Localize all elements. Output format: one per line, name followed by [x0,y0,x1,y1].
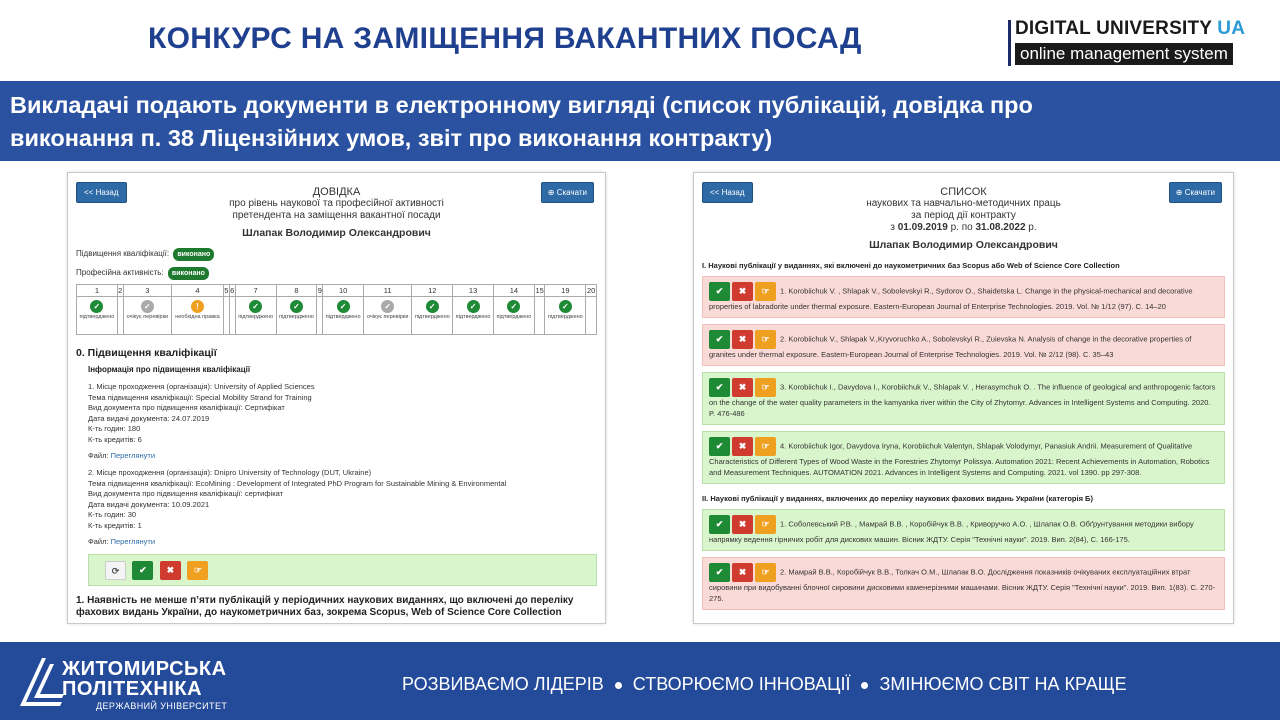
grid-header-cell: 8 [276,285,317,297]
check-icon: ✓ [426,300,439,313]
person-name: Шлапак Володимир Олександрович [869,239,1058,251]
section-subtitle: Інформація про підвищення кваліфікації [88,365,251,374]
publication-text: 1. Соболевський Р.В. , Мамрай В.В. , Коробійчук В.В. , Криворучко А.О. , Шлапак О.В. Обґрунтування методики вибору напрямку ведення гірничих робіт для дискових машин. Вісник ЖДТУ. Серія "Технічні науки". 2019. Вип. 2(84), С. 166-175. [709,519,1194,544]
banner-line-2: виконання п. 38 Ліцензійних умов, звіт про виконання контракту) [10,125,773,151]
entry-line: К-ть кредитів: 1 [88,520,142,530]
forward-button[interactable]: ☞ [755,378,776,397]
grid-status-label: підтверджено [414,314,450,320]
approve-button[interactable]: ✔ [709,378,730,397]
entry-line: 1. Місце проходження (організація): University of Applied Sciences [88,382,315,391]
grid-header-cell: 13 [453,285,494,297]
grid-status-label: підтверджено [238,314,274,320]
publication-text: 2. Korobiichuk V., Shlapak V.,Kryvoruchko A., Sobolevskyi R., Zuievska N. Analysis of change in the decorative properties of granites under thermal exposure. Eastern-European Journal of Enterprise Technologies. 2019. Vol. № 2/12 (98). С. 35–43 [709,334,1192,359]
reject-button[interactable]: ✖ [732,515,753,534]
grid-status-cell[interactable] [235,297,276,335]
grid-header-cell: 10 [323,285,364,297]
bullet-icon [861,682,868,689]
professional-activity-badge: виконано [168,267,209,280]
check-icon: ✓ [249,300,262,313]
view-file-link[interactable]: Переглянути [110,537,156,546]
banner [0,81,1280,161]
file-row [88,451,597,460]
reject-button[interactable]: ✖ [160,561,181,580]
publication-item [702,324,1225,366]
criteria-grid-header [77,285,597,297]
grid-status-cell[interactable] [172,297,224,335]
contract-period [702,222,1225,234]
grid-header-cell: 6 [230,286,235,295]
grid-status-cell [586,297,597,335]
grid-status-cell[interactable] [364,297,412,335]
publication-text: 3. Korobiichuk I., Davydova I., Korobiichuk V., Shlapak V. , Herasymchuk O. . The influence of geological and anthropogenic factors on the change of the water quality parameters in the kamyanka river within the City of Zhytomyr. Advances in Intelligent Systems and Computing. 2020. P. 476-486 [709,382,1216,418]
entry-line: Вид документа про підвищення кваліфікації: Сертифікат [88,403,285,412]
grid-status-cell[interactable] [323,297,364,335]
grid-status-cell[interactable] [545,297,586,335]
document-title: СПИСОК [940,186,987,198]
check-icon: ✓ [90,300,103,313]
grid-status-label: очікує перевірки [126,314,169,320]
publication-actions [709,382,778,391]
publications-list-scroll[interactable] [702,181,1225,623]
professional-activity-label: Професійна активність: [76,268,164,277]
publication-item [702,557,1225,610]
entry-line: К-ть годин: 30 [88,510,137,519]
download-button[interactable]: ⊕ Скачати [541,182,594,203]
check-icon: ✓ [559,300,572,313]
approve-button[interactable]: ✔ [709,437,730,456]
publication-item [702,431,1225,484]
qualification-badge: виконано [173,248,214,261]
document-subtitle-2: за період дії контракту [911,210,1016,221]
check-icon: ✓ [290,300,303,313]
slogan-part-1: РОЗВИВАЄМО ЛІДЕРІВ [402,674,604,694]
grid-status-cell [534,297,545,335]
logo-line-3: ДЕРЖАВНИЙ УНІВЕРСИТЕТ [96,701,228,711]
publication-item [702,276,1225,318]
period-to: 31.08.2022 [975,222,1026,233]
grid-header-cell: 1 [77,285,118,297]
document-subtitle-1: наукових та навчально-методичних праць [866,198,1061,209]
digital-university-logo [1008,18,1264,68]
publication-actions [709,441,778,450]
publication-text: 2. Мамрай В.В., Коробійчук В.В., Толкач О.М., Шлапак В.О. Дослідження показників очікуваних експлуатаційних втрат сировини при видобуванні блочної сировини дисковими каменерізними машинами. Вісник ЖДТУ. Серія "Технічні науки". 2019. Вип. 1(83). С. 270-275. [709,567,1216,603]
approve-button[interactable]: ✔ [709,515,730,534]
qualification-entry [88,468,597,531]
grid-header-cell: 15 [535,286,544,295]
document-subtitle-1: про рівень наукової та професійної активності [229,198,444,209]
grid-status-label: підтверджено [547,314,583,320]
reject-button[interactable]: ✖ [732,378,753,397]
entry-line: К-ть кредитів: 6 [88,434,142,444]
document-title: ДОВІДКА [312,186,361,198]
publication-text: 1. Korobiichuk V. , Shlapak V., Sobolevskyi R., Sydorov O., Shaidetska L. Change in the physical-mechanical and decorative properties of labradorite under thermal exposure. Eastern-European Journal of Enterprise Technologies. 2019. Vol. № 1/12 (97). С. 14–20 [709,286,1193,311]
grid-status-cell[interactable] [77,297,118,335]
bullet-icon [615,682,622,689]
grid-status-label: підтверджено [496,314,532,320]
section-2-title: II. Наукові публікації у виданнях, включених до переліку наукових фахових видань України (категорія Б) [702,494,1093,503]
logo-line-1: ЖИТОМИРСЬКА [62,658,227,680]
slide-title: КОНКУРС НА ЗАМІЩЕННЯ ВАКАНТНИХ ПОСАД [148,22,862,55]
grid-status-cell[interactable] [276,297,317,335]
pending-check-icon: ✓ [141,300,154,313]
banner-line-1: Викладачі подають документи в електронному вигляді (список публікацій, довідка про [10,92,1033,118]
entry-line: Дата видачі документа: 10.09.2021 [88,499,210,509]
grid-status-label: підтверджено [279,314,314,320]
grid-status-label: необхідна правка [175,314,220,320]
polytechnic-logo-icon [16,654,68,708]
check-icon: ✓ [337,300,350,313]
check-icon: ✓ [507,300,520,313]
grid-status-cell[interactable] [493,297,534,335]
section-2-publications [702,509,1225,610]
entry-line: К-ть годин: 180 [88,424,141,433]
grid-header-cell: 20 [586,286,596,295]
grid-header-cell: 14 [493,285,534,297]
reject-button[interactable]: ✖ [732,330,753,349]
forward-button[interactable]: ☞ [755,282,776,301]
grid-header-cell: 2 [118,286,123,295]
publication-actions [709,334,778,343]
qualification-entries [76,382,597,546]
section-title: 0. Підвищення кваліфікації [76,347,217,359]
grid-status-label: підтверджено [79,314,115,320]
section-1-publications [702,276,1225,484]
brand-top-accent: UA [1217,18,1246,39]
grid-status-label: очікує перевірки [366,314,409,320]
publication-actions [709,519,778,528]
qualification-label: Підвищення кваліфікації: [76,249,170,258]
grid-header-cell: 19 [545,285,586,297]
refresh-icon[interactable]: ⟳ [105,561,126,580]
slogan [402,674,1127,695]
grid-status-label: підтверджено [455,314,491,320]
brand-top [1015,18,1245,40]
grid-header-cell: 3 [123,285,171,297]
publication-actions [709,286,778,295]
file-label: Файл: [88,451,109,460]
brand-bar [1008,20,1011,66]
approve-button[interactable]: ✔ [709,563,730,582]
file-label: Файл: [88,537,109,546]
qualification-entry [88,382,597,445]
reject-button[interactable]: ✖ [732,282,753,301]
period-suffix: р. [1025,222,1037,233]
entry-line: Вид документа про підвищення кваліфікації: сертифікат [88,489,284,498]
review-actions [88,554,597,586]
grid-header-cell: 7 [235,285,276,297]
footer [0,642,1280,720]
period-mid: р. по [947,222,976,233]
approve-button[interactable]: ✔ [709,330,730,349]
entry-line: 2. Місце проходження (організація): Dnipro University of Technology (DUT, Ukraine) [88,468,372,477]
brand-bottom: online management system [1015,43,1233,65]
reference-document-scroll[interactable] [76,181,597,623]
warning-icon: ! [191,300,204,313]
period-from: 01.09.2019 [897,222,948,233]
back-button[interactable]: << Назад [702,182,753,203]
entry-line: Тема підвищення кваліфікації: Special Mobility Strand for Training [88,392,312,402]
criteria-grid-status [77,297,597,335]
grid-header-cell: 9 [317,286,322,295]
download-button[interactable]: ⊕ Скачати [1169,182,1222,203]
criterion-1-title: 1. Наявність не менше п’яти публікацій у періодичних наукових виданнях, що включені до переліку фахових видань України, до наукометричних баз, зокрема Scopus, Web of Science Core Collection [76,595,574,618]
professional-activity-status [76,267,597,280]
entry-line: Тема підвищення кваліфікації: EcoMining : Development of Integrated PhD Program for Sustainable Mining & Environmental [88,478,507,488]
reject-button[interactable]: ✖ [732,563,753,582]
file-row [88,537,597,546]
grid-status-cell[interactable] [412,297,453,335]
publications-list-panel [693,172,1234,624]
grid-status-label: підтверджено [325,314,361,320]
publication-item [702,509,1225,551]
period-prefix: з [890,222,898,233]
publication-actions [709,567,778,576]
approve-button[interactable]: ✔ [132,561,153,580]
logo-line-2: ПОЛІТЕХНІКА [62,678,203,700]
forward-button[interactable]: ☞ [755,563,776,582]
grid-status-cell[interactable] [123,297,171,335]
document-header [702,181,1225,251]
approve-button[interactable]: ✔ [709,282,730,301]
entry-line: Дата видачі документа: 24.07.2019 [88,413,210,423]
publication-item [702,372,1225,425]
reject-button[interactable]: ✖ [732,437,753,456]
pending-check-icon: ✓ [381,300,394,313]
reference-document-panel [67,172,606,624]
document-subtitle-2: претендента на заміщення вакантної посади [232,210,441,221]
forward-button[interactable]: ☞ [755,515,776,534]
criteria-grid [76,284,597,335]
grid-header-cell: 5 [224,286,229,295]
check-icon: ✓ [467,300,480,313]
slogan-part-2: СТВОРЮЄМО ІННОВАЦІЇ [632,674,851,694]
person-name: Шлапак Володимир Олександрович [242,227,431,239]
qualification-status [76,248,597,261]
slogan-part-3: ЗМІНЮЄМО СВІТ НА КРАЩЕ [879,674,1127,694]
back-button[interactable]: << Назад [76,182,127,203]
document-header [76,181,597,239]
grid-status-cell[interactable] [453,297,494,335]
section-1-title: I. Наукові публікації у виданнях, які включені до наукометричних баз Scopus або Web of Science Core Collection [702,261,1120,270]
grid-header-cell: 4 [172,285,224,297]
publication-text: 4. Korobiichuk Igor, Davydova Iryna, Korobiichuk Valentyn, Shlapak Volodymyr, Panasiuk Andrii. Measurement of Qualitative Characteristics of Different Types of Wood Waste in the Forestries Zhytomyr Polissya. Automation 2021: Recent Achievements in Automation, Robotics and Measurement Techniques. AUTOMATION 2021. Advances in Intelligent Systems and Computing. 2021. vol 1390. pp 297-308. [709,441,1210,477]
view-file-link[interactable]: Переглянути [110,451,156,460]
forward-button[interactable]: ☞ [755,437,776,456]
grid-header-cell: 12 [412,285,453,297]
brand-top-text: DIGITAL UNIVERSITY [1015,18,1218,39]
forward-button[interactable]: ☞ [755,330,776,349]
grid-header-cell: 11 [364,285,412,297]
forward-button[interactable]: ☞ [187,561,208,580]
